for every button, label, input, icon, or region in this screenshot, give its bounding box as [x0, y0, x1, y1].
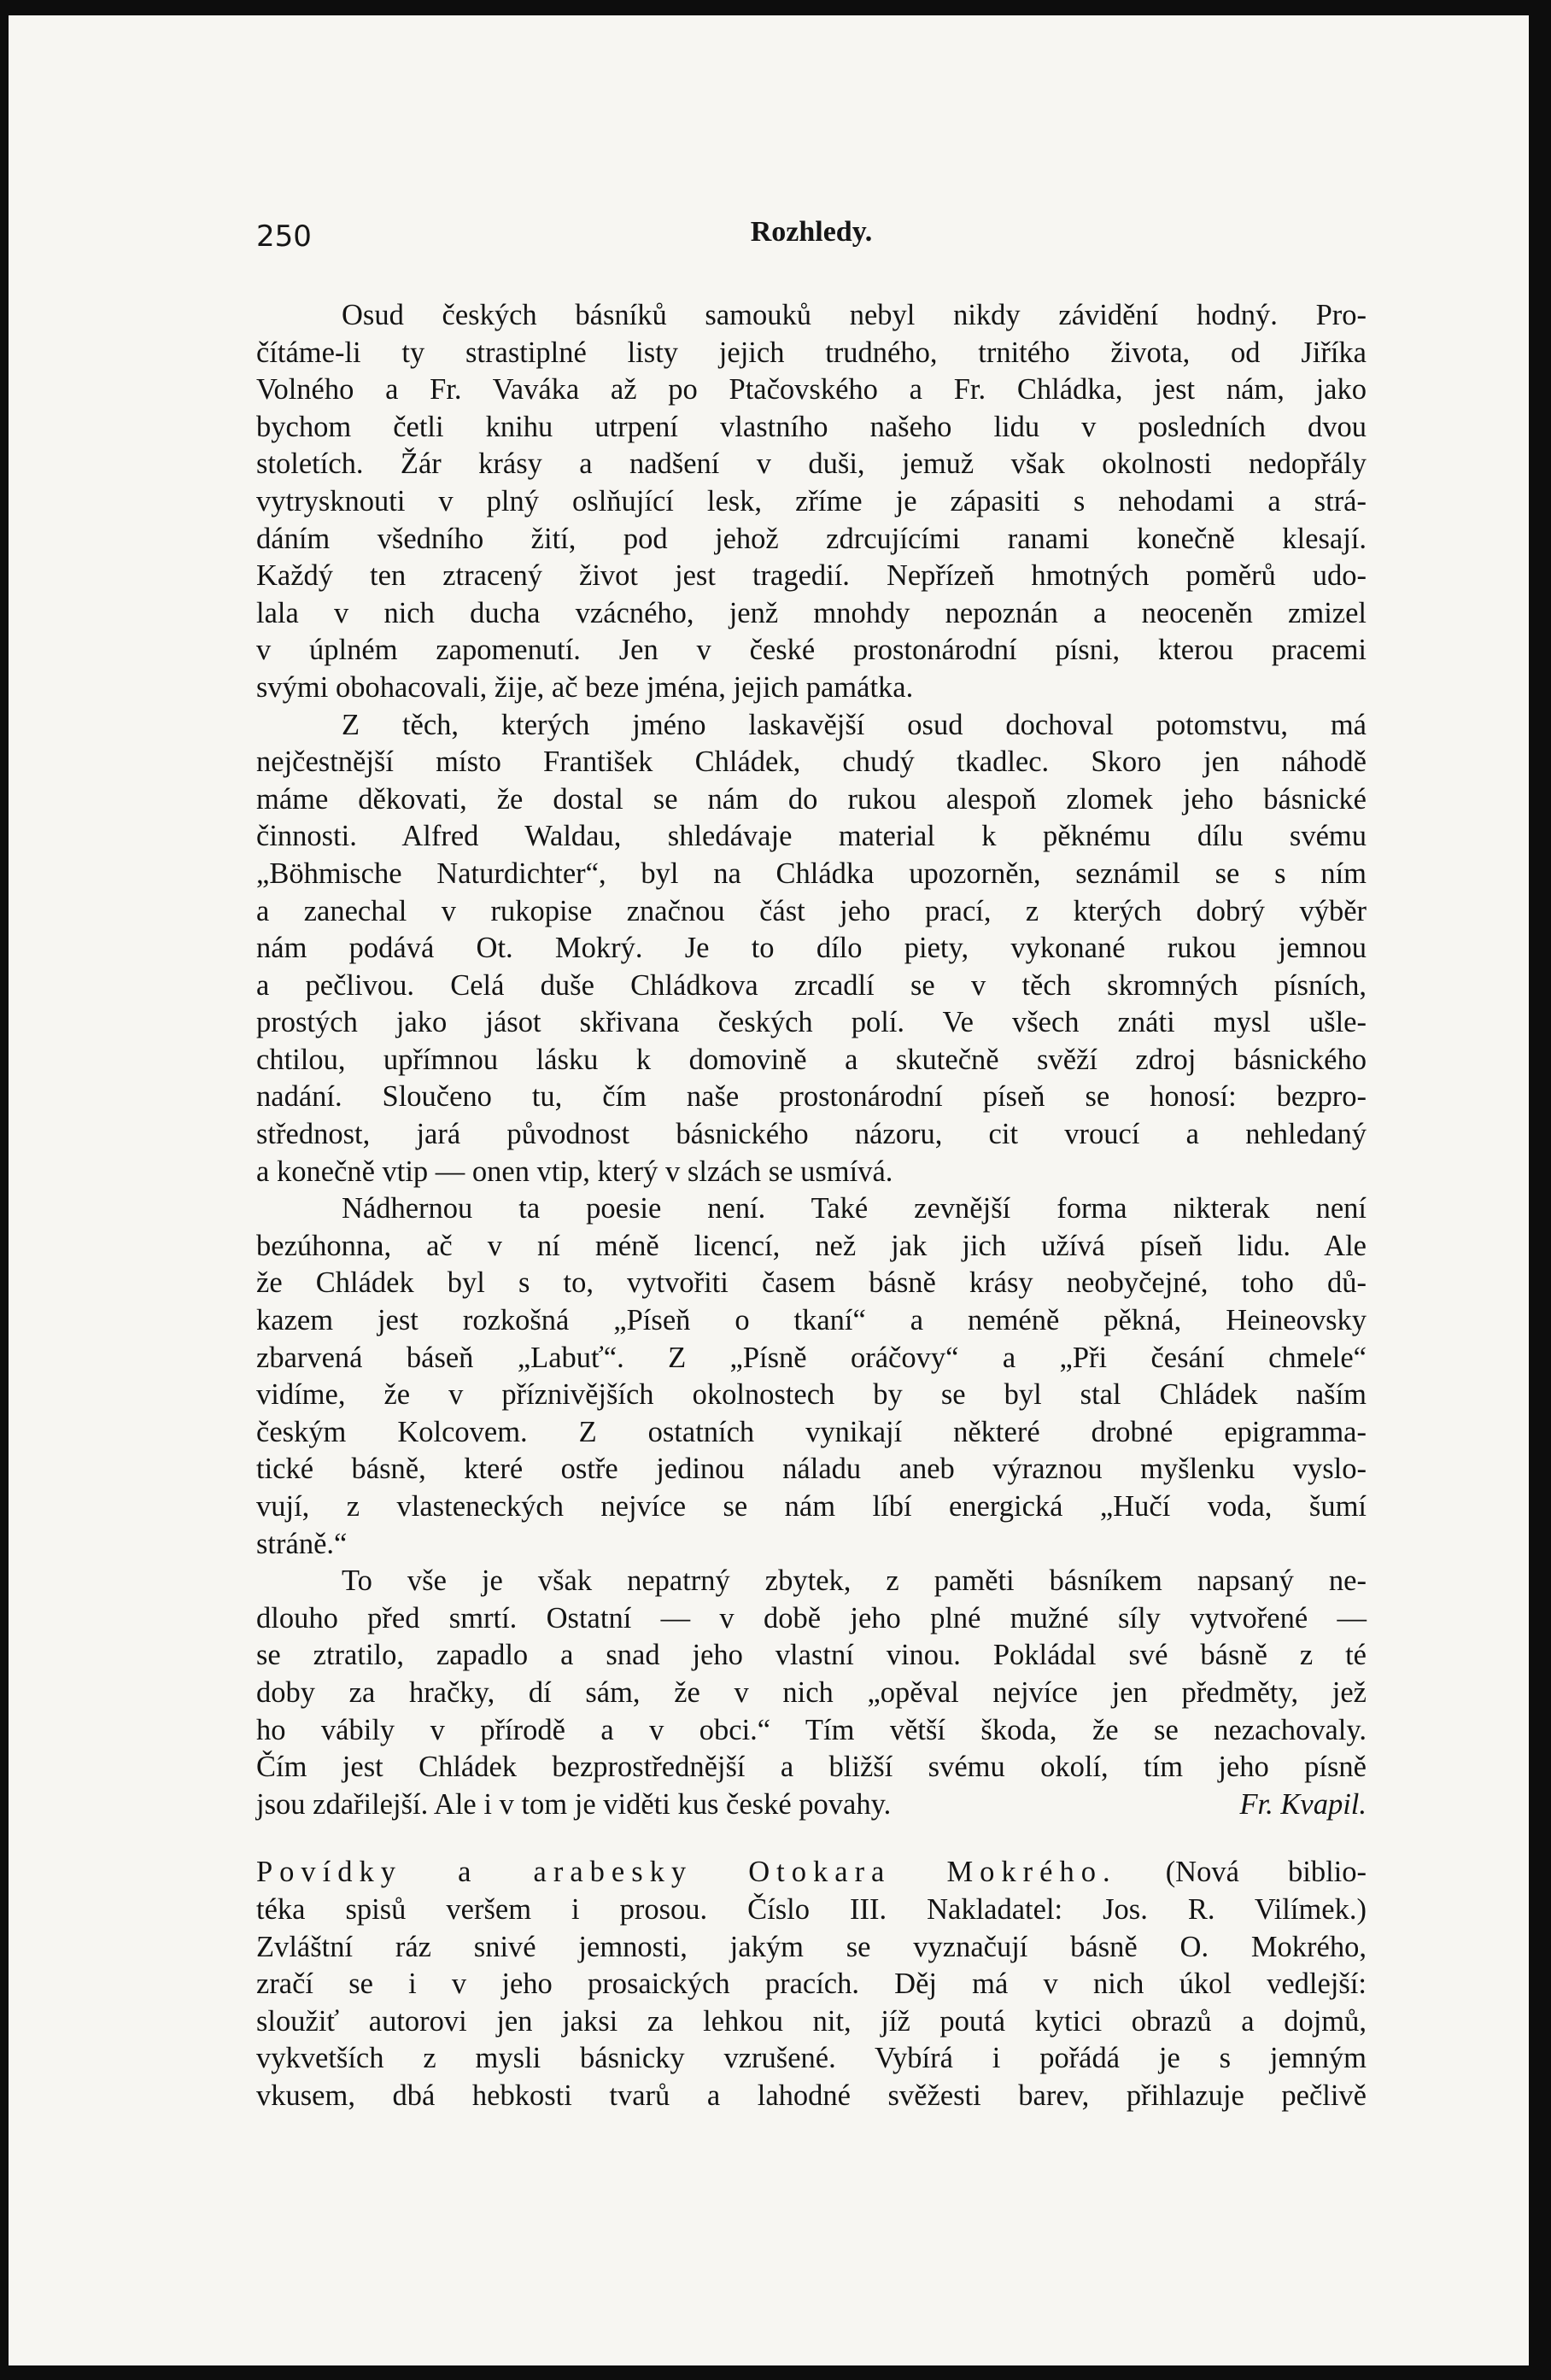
text-line: kazem jest rozkošná „Píseň o tkaní“ a neméně pěkná, Heineovsky: [256, 1304, 1367, 1337]
text-line: [256, 1786, 1367, 1824]
text-line: ho vábily v přírodě a v obci.“ Tím větší škoda, že se nezachovaly.: [256, 1713, 1367, 1746]
text-line: doby za hračky, dí sám, že v nich „opěval nejvíce jen předměty, jež: [256, 1675, 1367, 1709]
text-line: že Chládek byl s to, vytvořiti časem básně krásy neobyčejné, toho dů-: [256, 1266, 1367, 1300]
text-line: dáním všedního žití, pod jehož zdrcujícími ranami konečně klesají.: [256, 522, 1367, 555]
text-line: lala v nich ducha vzácného, jenž mnohdy nepoznán a neoceněn zmizel: [256, 596, 1367, 629]
author-signature: Fr. Kvapil.: [1239, 1787, 1367, 1821]
text-line: zračí se i v jeho prosaických pracích. Děj má v nich úkol vedlejší:: [256, 1968, 1367, 2001]
paragraph-2: [256, 707, 1367, 1191]
book-page: [9, 15, 1529, 2365]
text-line: a pečlivou. Celá duše Chládkova zrcadlí se v těch skromných písních,: [256, 968, 1367, 1002]
section-gap: [256, 1823, 1367, 1854]
text-line: máme děkovati, že dostal se nám do rukou alespoň zlomek jeho básnické: [256, 782, 1367, 816]
text-line: Nádhernou ta poesie není. Také zevnější forma nikterak není: [342, 1192, 1367, 1225]
paragraph-4: [256, 1563, 1367, 1823]
text-line: se ztratilo, zapadlo a snad jeho vlastní vinou. Pokládal své básně z té: [256, 1639, 1367, 1672]
text-line: Každý ten ztracený život jest tragedií. Nepřízeň hmotných poměrů udo-: [256, 559, 1367, 593]
text-line: To vše je však nepatrný zbytek, z paměti básníkem napsaný ne-: [342, 1564, 1367, 1598]
page-number: 250: [256, 219, 312, 254]
text-line: Z těch, kterých jméno laskavější osud dochoval potomstvu, má: [342, 708, 1367, 741]
text-line: Zvláštní ráz snivé jemnosti, jakým se vyznačují básně O. Mokrého,: [256, 1930, 1367, 1963]
text-line: tické básně, které ostře jedinou náladu aneb výraznou myšlenku vyslo-: [256, 1453, 1367, 1486]
text-line: zbarvená báseň „Labuť“. Z „Písně oráčovy“ a „Při česání chmele“: [256, 1341, 1367, 1374]
text-line: nejčestnější místo František Chládek, chudý tkadlec. Skoro jen náhodě: [256, 746, 1367, 779]
text-line: a zanechal v rukopise značnou část jeho prací, z kterých dobrý výběr: [256, 894, 1367, 927]
text-line: chtilou, upřímnou lásku k domovině a skutečně svěží zdroj básnického: [256, 1043, 1367, 1076]
text-line: vkusem, dbá hebkosti tvarů a lahodné svěžesti barev, přihlazuje pečlivě: [256, 2079, 1367, 2112]
section-title: Rozhledy.: [750, 216, 873, 248]
text-line: Čím jest Chládek bezprostřednější a bližší svému okolí, tím jeho písně: [256, 1751, 1367, 1784]
text-line-content: (Nová biblio-: [1165, 1856, 1367, 1889]
text-line: bezúhonna, ač v ní méně licencí, než jak jich užívá píseň lidu. Ale: [256, 1229, 1367, 1262]
paragraph-review-2: [256, 1854, 1367, 2114]
running-header: [256, 209, 1367, 257]
text-line: střednost, jará původnost básnického názoru, cit vroucí a nehledaný: [256, 1118, 1367, 1151]
text-line: českým Kolcovem. Z ostatních vynikají některé drobné epigramma-: [256, 1415, 1367, 1448]
text-line: v úplném zapomenutí. Jen v české prostonárodní písni, kterou pracemi: [256, 634, 1367, 667]
text-line: svými obohacovali, žije, ač beze jména, jejich památka.: [256, 670, 914, 704]
text-line: vují, z vlasteneckých nejvíce se nám líbí energická „Hučí voda, šumí: [256, 1490, 1367, 1523]
text-line: vidíme, že v příznivějších okolnostech by se byl stal Chládek naším: [256, 1378, 1367, 1412]
text-line: vykvetších z mysli básnicky vzrušené. Vybírá i pořádá je s jemným: [256, 2042, 1367, 2075]
review-title: Povídky a arabesky Otokara Mokrého.: [256, 1856, 1117, 1889]
text-line: činnosti. Alfred Waldau, shledávaje material k pěknému dílu svému: [256, 820, 1367, 853]
paragraph-1: [256, 297, 1367, 707]
text-line: čítáme-li ty strastiplné listy jejich trudného, trnitého života, od Jiříka: [256, 336, 1367, 369]
text-line: bychom četli knihu utrpení vlastního našeho lidu v posledních dvou: [256, 410, 1367, 443]
text-line: „Böhmische Naturdichter“, byl na Chládka upozorněn, seznámil se s ním: [256, 857, 1367, 890]
text-line: stoletích. Žár krásy a nadšení v duši, jemuž však okolnosti nedopřály: [256, 447, 1367, 481]
text-line-content: jsou zdařilejší. Ale i v tom je viděti kus české povahy.: [256, 1787, 892, 1821]
text-line: sloužiť autorovi jen jaksi za lehkou nit, jíž poutá kytici obrazů a dojmů,: [256, 2004, 1367, 2038]
text-line: nám podává Ot. Mokrý. Je to dílo piety, vykonané rukou jemnou: [256, 932, 1367, 965]
body-text: [256, 297, 1367, 2115]
text-line: prostých jako jásot skřivana českých polí. Ve všech znáti mysl ušle-: [256, 1006, 1367, 1039]
text-line: nadání. Sloučeno tu, čím naše prostonárodní píseň se honosí: bezpro-: [256, 1080, 1367, 1114]
text-line: dlouho před smrtí. Ostatní — v době jeho plné mužné síly vytvořené —: [256, 1601, 1367, 1634]
paragraph-3: [256, 1190, 1367, 1563]
text-line: a konečně vtip — onen vtip, který v slzách se usmívá.: [256, 1155, 893, 1188]
text-line: Osud českých básníků samouků nebyl nikdy závidění hodný. Pro-: [342, 299, 1367, 331]
text-line: téka spisů veršem i prosou. Číslo III. Nakladatel: Jos. R. Vilímek.): [256, 1892, 1367, 1926]
text-line: vytrysknouti v plný oslňující lesk, zříme je zápasiti s nehodami a strá-: [256, 484, 1367, 518]
text-line: Volného a Fr. Vaváka až po Ptačovského a Fr. Chládka, jest nám, jako: [256, 373, 1367, 406]
text-line: stráně.“: [256, 1527, 348, 1560]
text-line: [256, 1854, 1367, 1892]
